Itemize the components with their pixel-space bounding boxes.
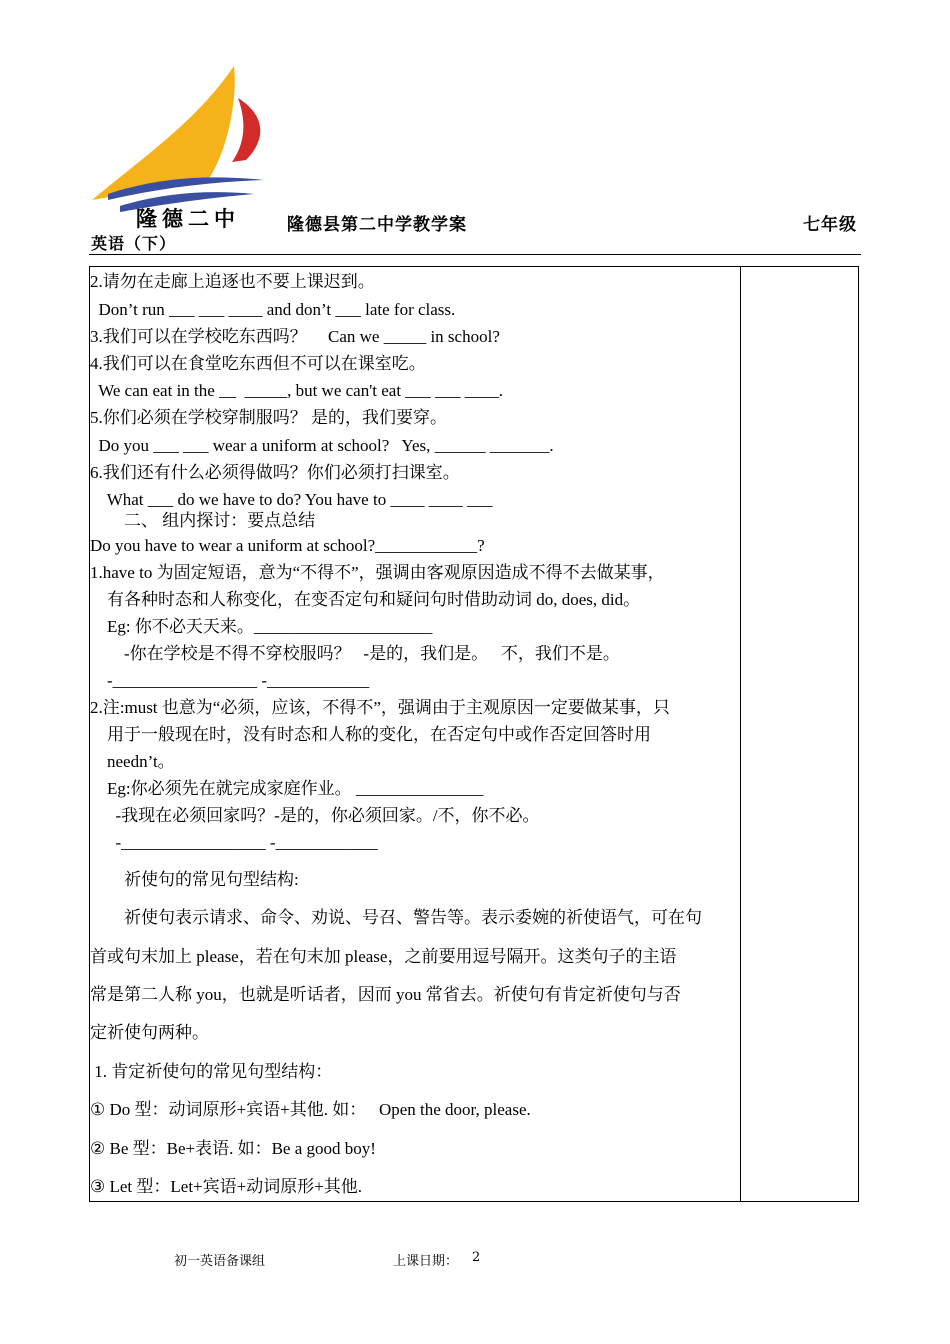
text-line: 首或句末加上 please，若在句末加 please，之前要用逗号隔开。这类句子的主语 — [90, 947, 677, 966]
text-line: -你在学校是不得不穿校服吗？ -是的，我们是。 不，我们不是。 — [90, 644, 620, 663]
text-line: 1.have to 为固定短语，意为“不得不”，强调由客观原因造成不得不去做某事， — [90, 563, 665, 582]
text-line: Eg:你必须先在就完成家庭作业。 _______________ — [90, 779, 484, 798]
text-line: -_________________ -____________ — [90, 833, 378, 852]
text-line: 祈使句表示请求、命令、劝说、号召、警告等。表示委婉的祈使语气，可在句 — [90, 908, 702, 927]
text-line: 有各种时态和人称变化，在变否定句和疑问句时借助动词 do, does, did。 — [90, 590, 641, 609]
text-line: 1. 肯定祈使句的常见句型结构： — [90, 1062, 333, 1081]
page-number: 2 — [472, 1250, 481, 1265]
text-line: 祈使句的常见句型结构: — [90, 870, 299, 889]
text-line: We can eat in the __ _____, but we can't eat ___ ___ ____. — [90, 381, 504, 400]
text-line: 2.请勿在走廊上追逐也不要上课迟到。 — [90, 272, 375, 291]
text-line: -我现在必须回家吗？-是的，你必须回家。/不，你不必。 — [90, 806, 540, 825]
text-line: 6.我们还有什么必须得做吗？你们必须打扫课室。 — [90, 463, 460, 482]
footer-date-label: 上课日期： — [393, 1254, 459, 1269]
text-line: ② Be 型：Be+表语. 如：Be a good boy! — [90, 1139, 376, 1158]
text-line: 4.我们可以在食堂吃东西但不可以在课室吃。 — [90, 354, 426, 373]
text-line: -_________________ -____________ — [90, 671, 370, 690]
text-line: needn’t。 — [90, 752, 175, 771]
logo-text: 隆德二中 — [136, 207, 240, 231]
text-line: Don’t run ___ ___ ____ and don’t ___ late for class. — [90, 300, 456, 319]
school-logo — [86, 62, 271, 234]
text-line: ① Do 型：动词原形+宾语+其他. 如： Open the door, please. — [90, 1100, 531, 1119]
header-divider — [89, 254, 861, 255]
text-line: 3.我们可以在学校吃东西吗？ Can we _____ in school? — [90, 327, 500, 346]
text-line: 常是第二人称 you，也就是听话者，因而 you 常省去。祈使句有肯定祈使句与否 — [90, 985, 681, 1004]
text-line: 2.注:must 也意为“必须，应该，不得不”，强调由于主观原因一定要做某事，只 — [90, 698, 670, 717]
section-heading: 二、 组内探讨：要点总结 — [90, 511, 316, 530]
footer-group: 初一英语备课组 — [174, 1254, 266, 1269]
text-line: 用于一般现在时，没有时态和人称的变化，在否定句中或作否定回答时用 — [90, 725, 651, 744]
text-line: 定祈使句两种。 — [90, 1023, 209, 1042]
text-line: Eg: 你不必天天来。_____________________ — [90, 617, 433, 636]
text-line: ③ Let 型：Let+宾语+动词原形+其他. — [90, 1177, 363, 1196]
notes-column-divider — [740, 266, 741, 1202]
text-line: Do you have to wear a uniform at school?____________? — [90, 536, 485, 555]
text-line: Do you ___ ___ wear a uniform at school? Yes, ______ _______. — [90, 436, 554, 455]
text-line: 5.你们必须在学校穿制服吗？ 是的，我们要穿。 — [90, 408, 447, 427]
logo-sail-red — [232, 98, 260, 162]
text-line: What ___ do we have to do? You have to ____ ____ ___ — [90, 490, 493, 509]
grade-label: 七年级 — [803, 215, 857, 235]
subject-label: 英语（下） — [91, 234, 177, 253]
document-title: 隆德县第二中学教学案 — [287, 215, 467, 235]
